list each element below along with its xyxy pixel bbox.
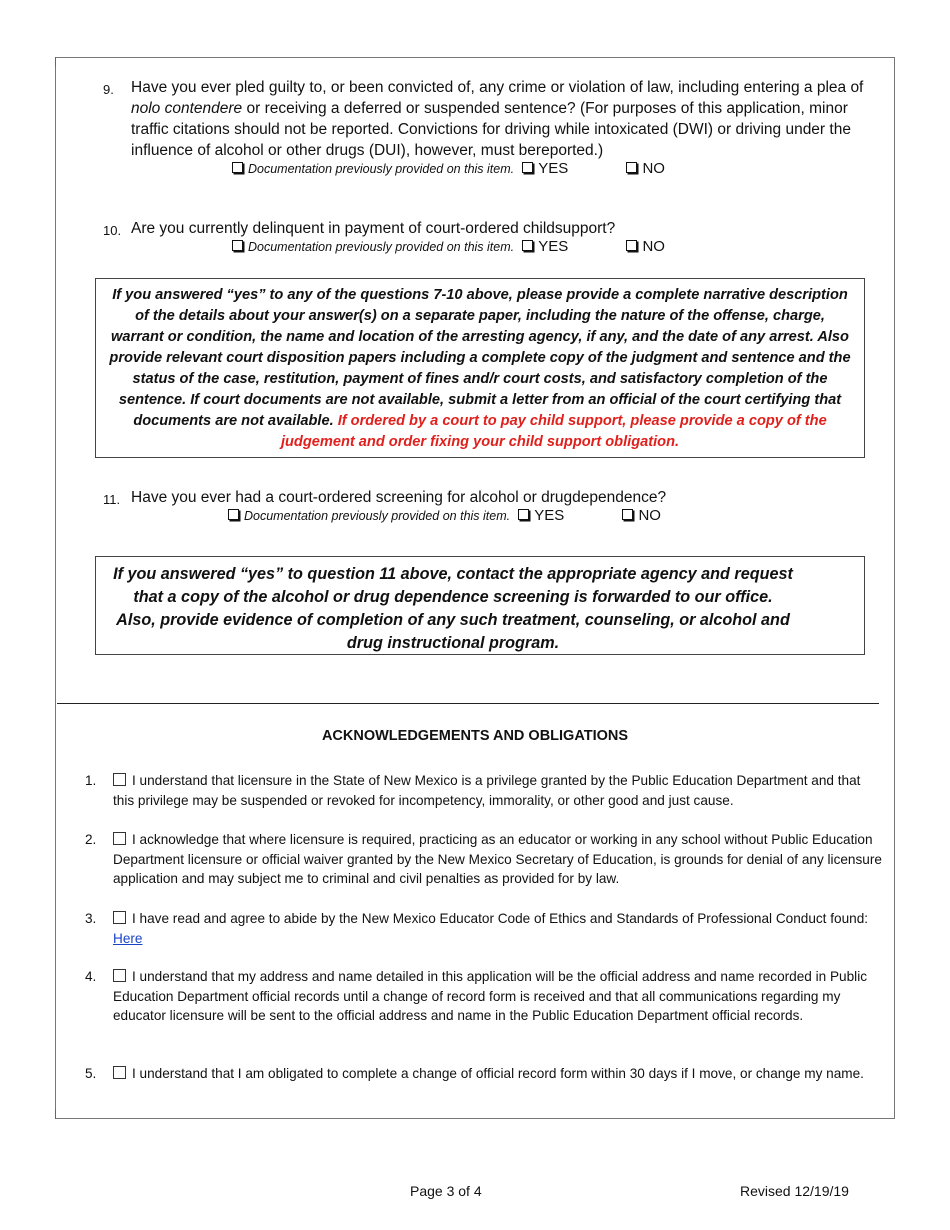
ack-checkbox[interactable] [113,773,126,786]
question-11-options [228,507,661,524]
question-text: Have you ever pled guilty to, or been convicted of, any crime or violation of law, including entering a plea of nolo contendere or receiving a deferred or suspended sentence? (For purposes of this application, minor traffic citations should not be reported. Convictions for driving while intoxicated (DWI) or driving under the influence of alcohol or other drugs (DUI), however, must bereported.) [131,79,864,159]
ack-checkbox[interactable] [113,911,126,924]
question-10-options [232,238,665,255]
frame-corner-mark [55,1109,56,1119]
checkbox-icon [626,162,637,173]
doc-provided-checkbox[interactable]: Documentation previously provided on this item. [232,160,514,177]
checkbox-icon [232,240,243,251]
question-number: 11. [103,492,121,507]
ack-checkbox[interactable] [113,832,126,845]
checkbox-icon [522,162,533,173]
ack-item-5: 5. I understand that I am obligated to complete a change of official record form within 30 days if I move, or change my name. [85,1066,864,1081]
question-text: Have you ever had a court-ordered screening for alcohol or drugdependence? [131,489,667,506]
checkbox-icon [228,509,239,520]
ack-item-3: 3. I have read and agree to abide by the New Mexico Educator Code of Ethics and Standards of Professional Conduct found: Here [85,911,869,946]
ack-item-2: 2. I acknowledge that where licensure is required, practicing as an educator or working in any school without Public Education Department licensure or official waiver granted by the New Mexico Secretary of Education, is grounds for denial of any licensure application and may subject me to criminal and civil penalties as provided for by law. [85,832,882,886]
doc-provided-checkbox[interactable]: Documentation previously provided on this item. [232,238,514,255]
no-checkbox[interactable]: NO [626,238,665,255]
notice-questions-7-10: If you answered “yes” to any of the questions 7-10 above, please provide a complete narrative description of the details about your answer(s) on a separate paper, including the nature of the offense, charge, warrant or condition, the name and location of the arresting agency, if any, and the date of any arrest. Also provide relevant court disposition papers including a complete copy of the judgment and sentence and the status of the case, restitution, payment of fines and/r court costs, and satisfactory completion of the sentence. If court documents are not available, submit a letter from an official of the court certifying that documents are not available. If ordered by a court to pay child support, please provide a copy of the judgement and order fixing your child support obligation. [95,278,865,458]
section-divider [57,703,879,704]
checkbox-icon [522,240,533,251]
revision-date: Revised 12/19/19 [740,1183,849,1199]
question-9-options [232,160,665,177]
yes-checkbox[interactable]: YES [522,238,568,255]
yes-checkbox[interactable]: YES [522,160,568,177]
question-number: 9. [103,82,114,97]
question-number: 10. [103,223,122,238]
checkbox-icon [518,509,529,520]
ack-item-1: 1. I understand that licensure in the State of New Mexico is a privilege granted by the Public Education Department and that this privilege may be suspended or revoked for incompetency, immorality, or other good and just cause. [85,773,861,808]
no-checkbox[interactable]: NO [626,160,665,177]
ack-item-4: 4. I understand that my address and name detailed in this application will be the official address and name recorded in Public Education Department official records until a change of record form is received and that all communications regarding my educator licensure will be sent to the official address and name in the Public Education Department official records. [85,969,868,1023]
yes-checkbox[interactable]: YES [518,507,564,524]
frame-corner-mark [55,57,56,67]
no-checkbox[interactable]: NO [622,507,661,524]
page-number: Page 3 of 4 [410,1183,482,1199]
acknowledgements-title: ACKNOWLEDGEMENTS AND OBLIGATIONS [321,728,629,744]
checkbox-icon [232,162,243,173]
question-text: Are you currently delinquent in payment of court-ordered childsupport? [131,220,616,237]
code-of-ethics-link[interactable]: Here [113,930,143,946]
doc-provided-checkbox[interactable]: Documentation previously provided on this item. [228,507,510,524]
notice-question-11: If you answered “yes” to question 11 above, contact the appropriate agency and request that a copy of the alcohol or drug dependence screening is forwarded to our office. Also, provide evidence of completion of any such treatment, counseling, or alcohol and drug instructional program. [95,556,865,655]
ack-checkbox[interactable] [113,1066,126,1079]
ack-checkbox[interactable] [113,969,126,982]
checkbox-icon [626,240,637,251]
checkbox-icon [622,509,633,520]
